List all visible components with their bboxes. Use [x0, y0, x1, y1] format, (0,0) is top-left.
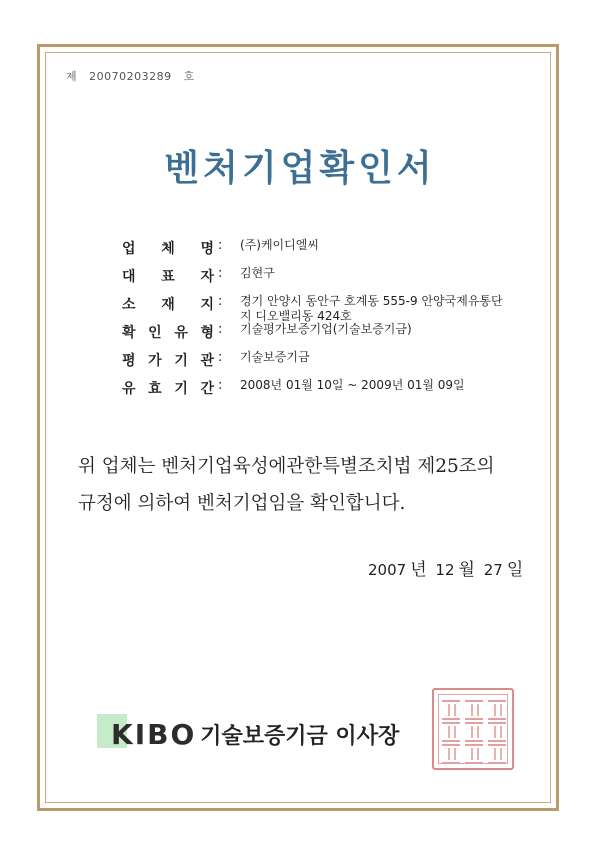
document-number-suffix: 호 [183, 70, 195, 83]
day-unit: 일 [506, 560, 524, 580]
label-char: 기 [174, 353, 188, 369]
seal-glyph [488, 700, 506, 720]
label-char: 유 [174, 325, 188, 341]
label-char: 인 [148, 325, 162, 341]
field-value-line-2: 지 디오밸리동 424호 [240, 309, 352, 323]
seal-row [442, 722, 506, 744]
certificate-title: 벤처기업확인서 [164, 147, 436, 189]
label-char: 표 [161, 269, 175, 285]
issue-month: 12 [435, 561, 455, 579]
issue-day: 27 [483, 561, 503, 579]
field-value: 기술평가보증기업(기술보증기금) [240, 322, 412, 336]
field-value-line-1: 경기 안양시 동안구 호계동 555-9 안양국제유통단 [240, 294, 503, 308]
seal-glyph [488, 722, 506, 742]
field-label [122, 266, 214, 286]
field-value: 2008년 01월 10일 ~ 2009년 01월 09일 [240, 378, 465, 392]
seal-row [442, 700, 506, 722]
kibo-logo: KIBO [111, 717, 197, 751]
label-char: 소 [122, 297, 136, 313]
statement-line-1: 위 업체는 벤처기업육성에관한특별조치법 제25조의 [78, 456, 495, 477]
label-char: 재 [161, 297, 175, 313]
field-colon: : [218, 266, 223, 281]
document-number-prefix: 제 [66, 70, 78, 83]
month-unit: 월 [458, 560, 475, 580]
issue-year: 2007 [368, 561, 407, 579]
official-seal-stamp [432, 688, 514, 770]
document-number [66, 68, 203, 84]
label-char: 가 [148, 353, 162, 369]
field-value: (주)케이디엘씨 [240, 238, 319, 252]
label-char: 기 [174, 381, 188, 397]
label-char: 자 [200, 269, 214, 285]
seal-glyph [465, 700, 483, 720]
field-colon: : [218, 350, 223, 365]
label-char: 명 [200, 241, 214, 257]
field-label [122, 238, 214, 258]
label-char: 평 [122, 353, 136, 369]
field-value: 김현구 [240, 266, 275, 280]
field-colon: : [218, 238, 223, 253]
seal-glyph [442, 700, 460, 720]
label-char: 확 [122, 325, 136, 341]
field-label [122, 322, 214, 342]
field-value: 기술보증기금 [240, 350, 310, 364]
certificate-statement [78, 448, 538, 522]
field-label [122, 350, 214, 370]
issue-date [368, 555, 527, 580]
field-label [122, 378, 214, 398]
seal-glyph [442, 744, 460, 764]
field-colon: : [218, 294, 223, 309]
field-label [122, 294, 214, 314]
seal-glyph [442, 722, 460, 742]
seal-glyph [465, 744, 483, 764]
seal-glyph [488, 744, 506, 764]
label-char: 간 [200, 381, 214, 397]
label-char: 유 [122, 381, 136, 397]
label-char: 대 [122, 269, 136, 285]
label-char: 관 [200, 353, 214, 369]
seal-row [442, 744, 506, 766]
year-unit: 년 [410, 560, 427, 580]
statement-line-2: 규정에 의하여 벤처기업임을 확인합니다. [78, 493, 406, 514]
document-number-value: 20070203289 [89, 70, 172, 83]
label-char: 지 [200, 297, 214, 313]
label-char: 형 [200, 325, 214, 341]
label-char: 업 [122, 241, 136, 257]
seal-glyph [465, 722, 483, 742]
field-colon: : [218, 322, 223, 337]
label-char: 체 [161, 241, 175, 257]
issuer-block [97, 714, 400, 754]
field-colon: : [218, 378, 223, 393]
label-char: 효 [148, 381, 162, 397]
issuer-name: 기술보증기금 이사장 [200, 723, 400, 749]
